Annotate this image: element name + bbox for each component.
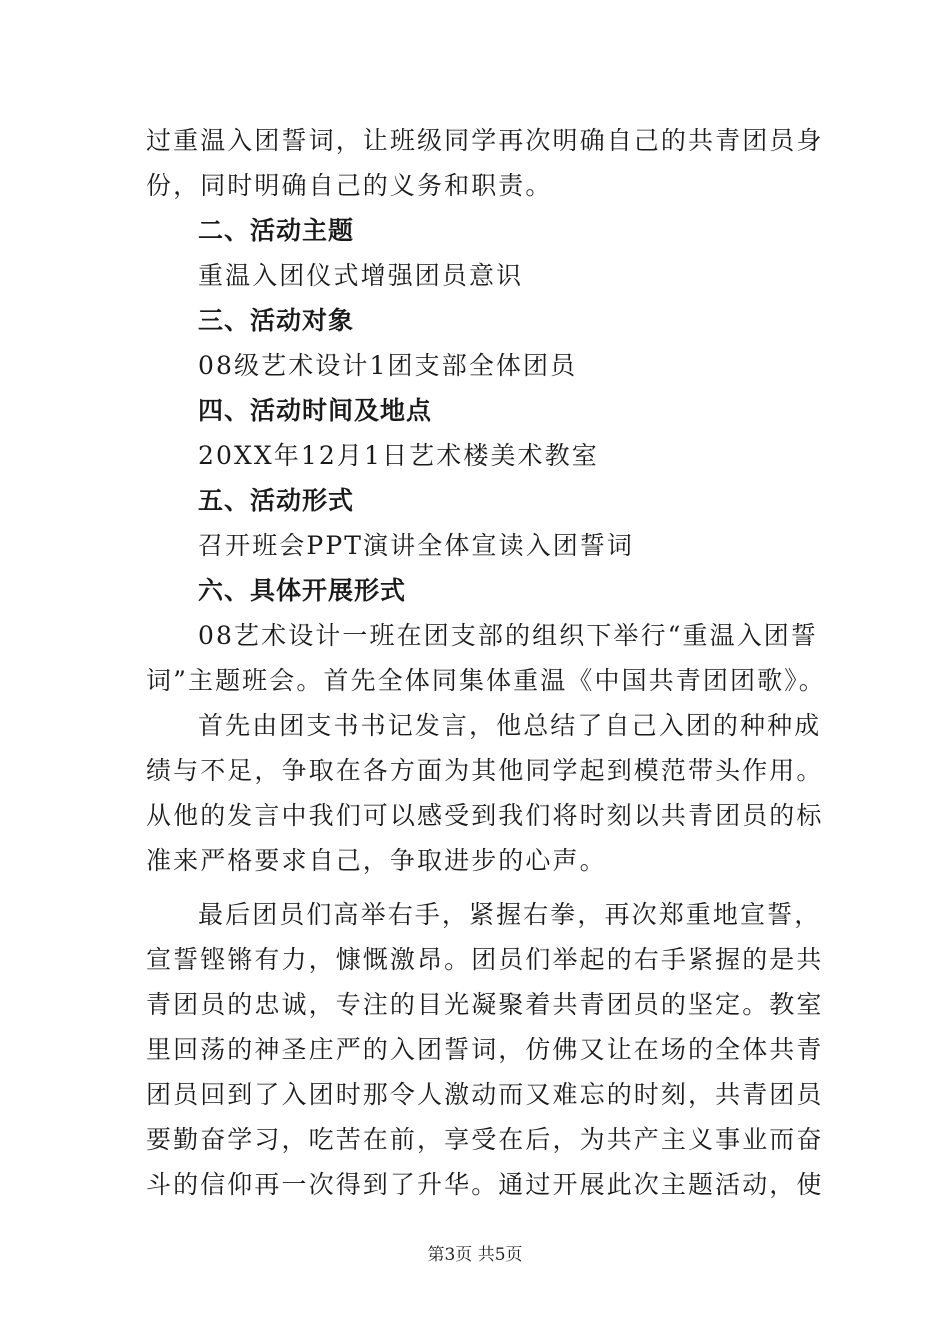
body-line: 绩与不足，争取在各方面为其他同学起到模范带头作用。 [146,756,824,785]
body-line: 08艺术设计一班在团支部的组织下举行“重温入团誓 [198,621,818,650]
body-line: 青团员的忠诚，专注的目光凝聚着共青团员的坚定。教室 [146,990,824,1019]
section-text: 召开班会PPT演讲全体宣读入团誓词 [198,531,635,560]
document-body [146,118,826,1207]
body-line: 最后团员们高举右手，紧握右拳，再次郑重地宣誓， [198,900,822,929]
body-line: 词”主题班会。首先全体同集体重温《中国共青团团歌》。 [146,666,826,695]
body-line: 份，同时明确自己的义务和职责。 [146,171,553,200]
section-text: 20XX年12月1日艺术楼美术教室 [198,441,599,470]
body-line: 团员回到了入团时那令人激动而又难忘的时刻，共青团员 [146,1080,824,1109]
body-line: 宣誓铿锵有力，慷慨激昂。团员们举起的右手紧握的是共 [146,945,824,974]
section-text: 重温入团仪式增强团员意识 [198,261,524,290]
section-heading: 四、活动时间及地点 [198,396,433,425]
body-line: 准来严格要求自己，争取进步的心声。 [146,846,607,875]
section-heading: 三、活动对象 [198,306,355,335]
paragraph-gap [146,883,806,892]
body-line: 从他的发言中我们可以感受到我们将时刻以共青团员的标 [146,801,824,830]
section-heading: 六、具体开展形式 [198,576,407,605]
page-footer: 第3页 共5页 [427,1245,523,1265]
body-line: 首先由团支书书记发言，他总结了自己入团的种种成 [198,711,822,740]
section-heading: 五、活动形式 [198,486,355,515]
section-text: 08级艺术设计1团支部全体团员 [198,351,578,380]
body-line: 里回荡的神圣庄严的入团誓词，仿佛又让在场的全体共青 [146,1035,824,1064]
section-heading: 二、活动主题 [198,216,355,245]
body-line: 斗的信仰再一次得到了升华。通过开展此次主题活动，使 [146,1170,824,1199]
body-line: 过重温入团誓词，让班级同学再次明确自己的共青团员身 [146,126,824,155]
body-line: 要勤奋学习，吃苦在前，享受在后，为共产主义事业而奋 [146,1125,824,1154]
